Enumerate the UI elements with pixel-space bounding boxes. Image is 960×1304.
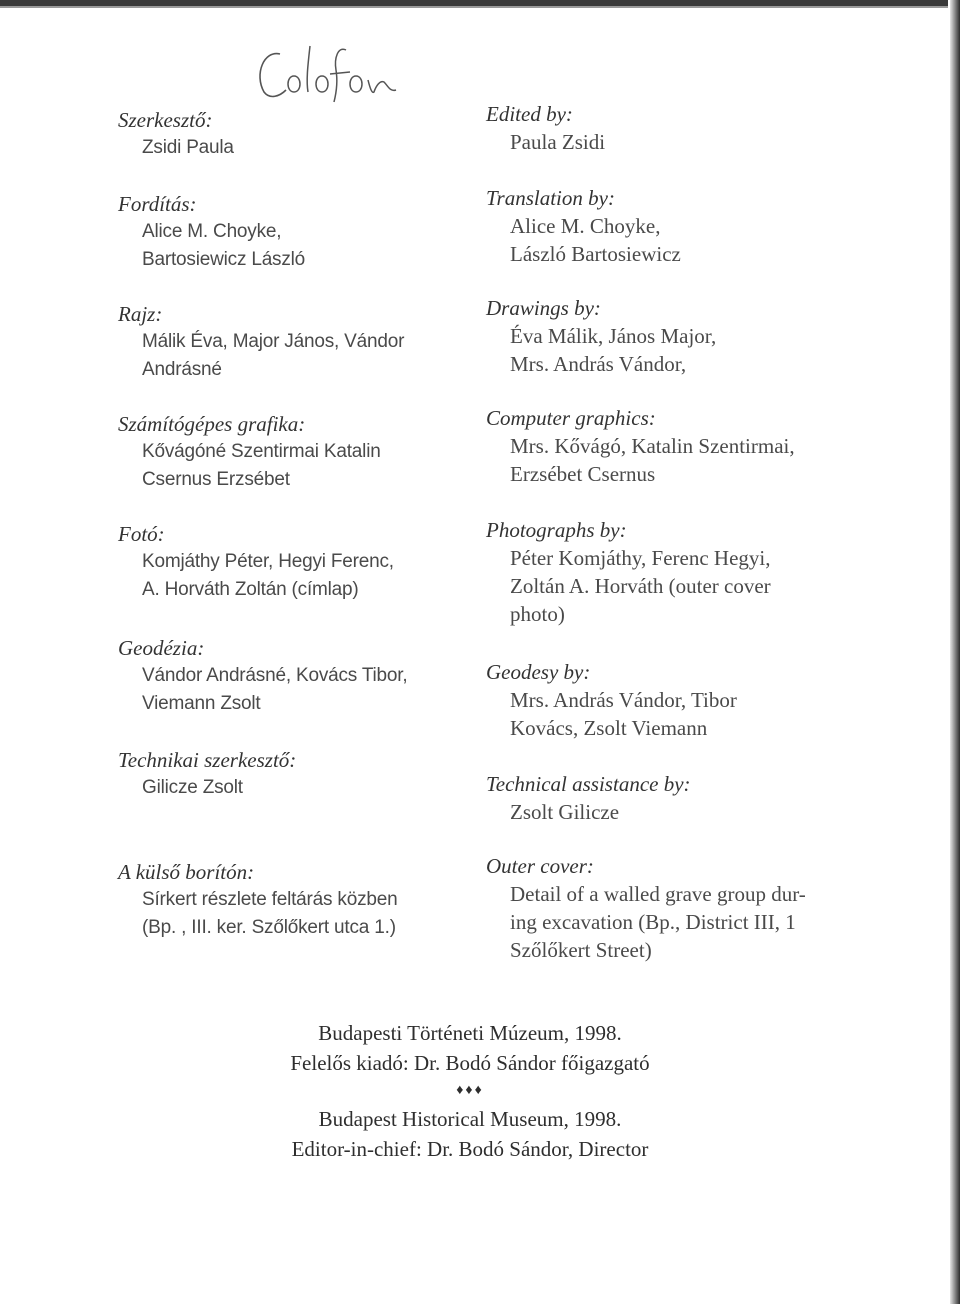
en-translation-value-2: László Bartosiewicz <box>510 242 681 266</box>
en-translation-value-1: Alice M. Choyke, <box>510 214 661 238</box>
en-photo-value-1: Péter Komjáthy, Ferenc Hegyi, <box>510 546 771 570</box>
en-photo-label: Photographs by: <box>486 518 627 542</box>
en-cover-label: Outer cover: <box>486 854 594 878</box>
en-photo-value-2: Zoltán A. Horváth (outer cover <box>510 574 771 598</box>
hu-photo-label: Fotó: <box>118 522 165 546</box>
en-geodesy-block <box>486 658 737 742</box>
hu-drawings-value-2: Andrásné <box>142 359 222 380</box>
en-photo-block <box>486 516 771 628</box>
handwriting-drawing <box>250 36 400 106</box>
en-drawings-block <box>486 294 716 378</box>
en-geodesy-label: Geodesy by: <box>486 660 591 684</box>
en-drawings-value-1: Éva Málik, János Major, <box>510 324 717 348</box>
hu-geodesy-value-2: Viemann Zsolt <box>142 693 261 714</box>
hu-graphics-value-1: Kővágóné Szentirmai Katalin <box>142 441 381 462</box>
en-technical-block <box>486 770 691 826</box>
en-graphics-value-1: Mrs. Kővágó, Katalin Szentirmai, <box>510 434 795 458</box>
hu-geodesy-block <box>118 634 407 718</box>
imprint-hu-publisher: Budapesti Történeti Múzeum, 1998. <box>318 1021 622 1045</box>
hu-editor-label: Szerkesztő: <box>118 108 213 132</box>
hu-translation-value-2: Bartosiewicz László <box>142 249 306 270</box>
en-editor-block <box>486 100 605 156</box>
hu-cover-block <box>118 858 398 942</box>
hu-translation-label: Fordítás: <box>118 192 197 216</box>
en-graphics-value-2: Erzsébet Csernus <box>510 462 656 486</box>
hu-photo-block <box>118 520 394 604</box>
en-photo-value-3: photo) <box>510 602 565 626</box>
hu-photo-value-2: A. Horváth Zoltán (címlap) <box>142 579 359 600</box>
en-technical-value: Zsolt Gilicze <box>510 800 620 824</box>
hu-translation-block <box>118 190 305 274</box>
en-editor-value: Paula Zsidi <box>510 130 606 154</box>
hu-technical-value: Gilicze Zsolt <box>142 777 243 798</box>
en-translation-block <box>486 184 681 268</box>
top-border-rule-thin <box>0 6 948 8</box>
hu-cover-label: A külső borítón: <box>118 860 255 884</box>
en-graphics-block <box>486 404 795 488</box>
imprint-hu-responsible: Felelős kiadó: Dr. Bodó Sándor főigazgató <box>290 1051 650 1075</box>
en-geodesy-value-1: Mrs. András Vándor, Tibor <box>510 688 737 712</box>
en-technical-label: Technical assistance by: <box>486 772 691 796</box>
en-cover-value-3: Szőlőkert Street) <box>510 938 652 962</box>
en-graphics-label: Computer graphics: <box>486 406 656 430</box>
imprint-en-editor: Editor-in-chief: Dr. Bodó Sándor, Director <box>291 1137 649 1161</box>
hu-cover-value-2: (Bp. , III. ker. Szőlőkert utca 1.) <box>142 917 396 938</box>
hu-drawings-block <box>118 300 404 384</box>
hu-editor-block <box>118 106 234 162</box>
en-drawings-value-2: Mrs. András Vándor, <box>510 352 687 376</box>
hu-geodesy-label: Geodézia: <box>118 636 205 660</box>
hu-cover-value-1: Sírkert részlete feltárás közben <box>142 889 398 910</box>
hu-photo-value-1: Komjáthy Péter, Hegyi Ferenc, <box>142 551 394 572</box>
hu-drawings-value-1: Málik Éva, Major János, Vándor <box>142 331 405 352</box>
hu-translation-value-1: Alice M. Choyke, <box>142 221 282 242</box>
en-geodesy-value-2: Kovács, Zsolt Viemann <box>510 716 708 740</box>
handwritten-colofon-note <box>250 36 400 106</box>
en-cover-block <box>486 852 806 964</box>
en-translation-label: Translation by: <box>486 186 615 210</box>
en-cover-value-1: Detail of a walled grave group dur- <box>510 882 806 906</box>
imprint-en-publisher: Budapest Historical Museum, 1998. <box>318 1107 622 1131</box>
en-drawings-label: Drawings by: <box>486 296 601 320</box>
page-right-edge <box>950 0 960 1304</box>
ornament-divider: ♦♦♦ <box>456 1083 484 1098</box>
en-cover-value-2: ing excavation (Bp., District III, 1 <box>510 910 796 934</box>
imprint-footer <box>240 1018 700 1164</box>
hu-technical-label: Technikai szerkesztő: <box>118 748 297 772</box>
hu-graphics-block <box>118 410 381 494</box>
en-editor-label: Edited by: <box>486 102 573 126</box>
hu-graphics-value-2: Csernus Erzsébet <box>142 469 290 490</box>
hu-graphics-label: Számítógépes grafika: <box>118 412 306 436</box>
hu-technical-block <box>118 746 296 802</box>
hu-editor-value: Zsidi Paula <box>142 137 234 158</box>
hu-geodesy-value-1: Vándor Andrásné, Kovács Tibor, <box>142 665 408 686</box>
hu-drawings-label: Rajz: <box>118 302 163 326</box>
